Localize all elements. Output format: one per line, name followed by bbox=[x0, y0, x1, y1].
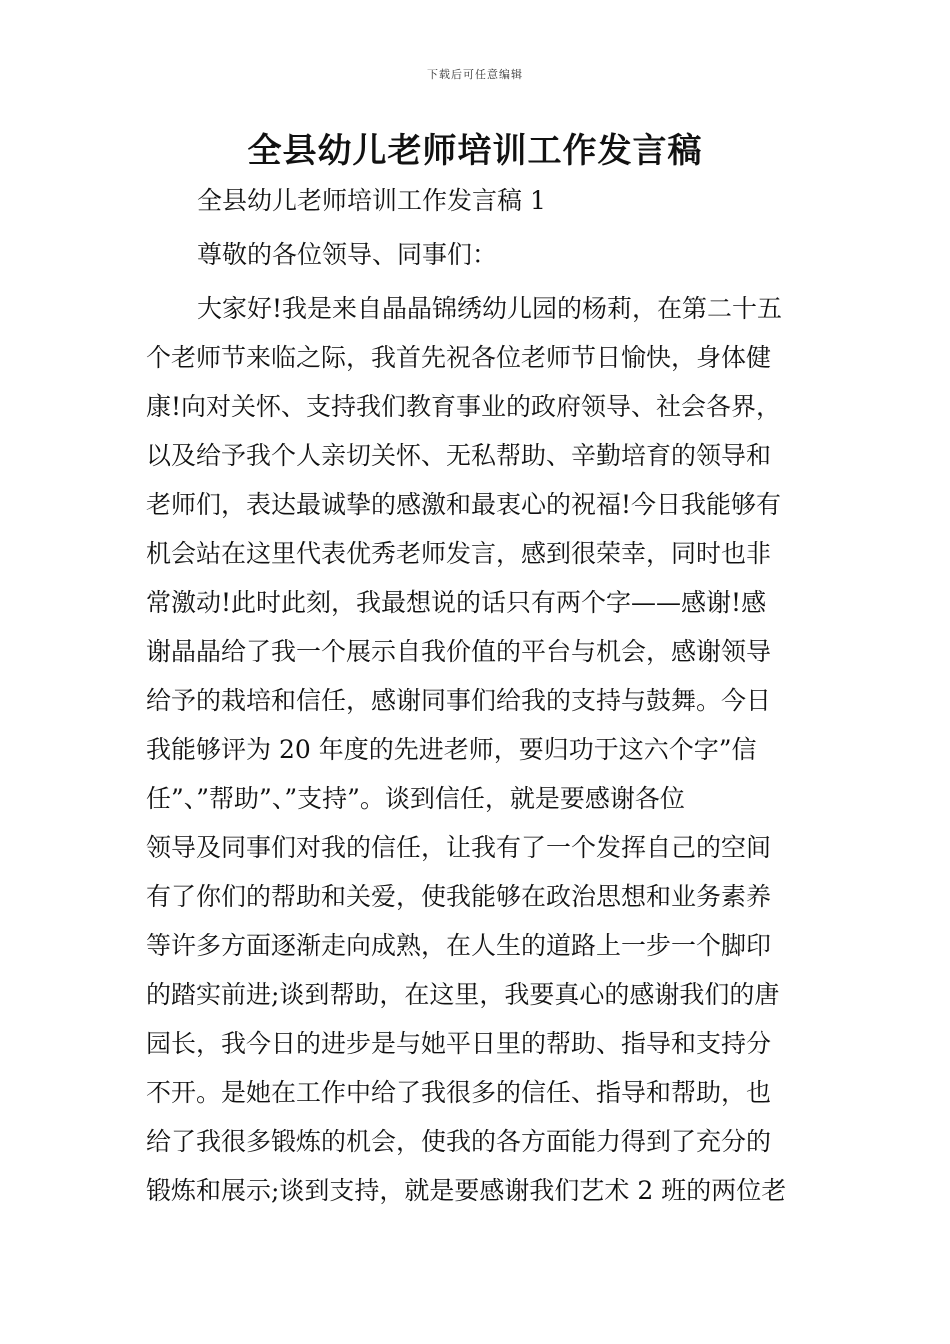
body-line: 谢晶晶给了我一个展示自我价值的平台与机会，感谢领导 bbox=[146, 637, 772, 666]
document-body bbox=[146, 176, 806, 1215]
body-line: 我能够评为 20 年度的先进老师，要归功于这六个字”信 bbox=[146, 735, 757, 764]
body-line: 个老师节来临之际，我首先祝各位老师节日愉快，身体健 bbox=[146, 343, 772, 372]
document-title: 全县幼儿老师培训工作发言稿 bbox=[247, 131, 703, 171]
body-line: 的踏实前进;谈到帮助，在这里，我要真心的感谢我们的唐 bbox=[146, 980, 780, 1009]
body-line: 任”、”帮助”、”支持”。谈到信任，就是要感谢各位 bbox=[146, 784, 685, 813]
body-line: 机会站在这里代表优秀老师发言，感到很荣幸，同时也非 bbox=[146, 539, 772, 568]
salutation: 尊敬的各位领导、同事们： bbox=[197, 240, 498, 269]
body-line: 康!向对关怀、支持我们教育事业的政府领导、社会各界， bbox=[146, 392, 782, 421]
body-line: 以及给予我个人亲切关怀、无私帮助、辛勤培育的领导和 bbox=[146, 441, 772, 470]
body-line: 常激动!此时此刻，我最想说的话只有两个字——感谢!感 bbox=[146, 588, 767, 617]
body-line: 有了你们的帮助和关爱，使我能够在政治思想和业务素养 bbox=[146, 882, 772, 911]
header-note: 下载后可任意编辑 bbox=[427, 68, 523, 81]
body-line: 园长，我今日的进步是与她平日里的帮助、指导和支持分 bbox=[146, 1029, 772, 1058]
body-line: 等许多方面逐渐走向成熟，在人生的道路上一步一个脚印 bbox=[146, 931, 772, 960]
body-paragraph bbox=[146, 284, 806, 1215]
body-line: 锻炼和展示;谈到支持，就是要感谢我们艺术 2 班的两位老 bbox=[146, 1176, 787, 1205]
body-line: 不开。是她在工作中给了我很多的信任、指导和帮助，也 bbox=[146, 1078, 772, 1107]
body-line: 大家好!我是来自晶晶锦绣幼儿园的杨莉，在第二十五 bbox=[197, 294, 783, 323]
body-line: 老师们，表达最诚挚的感激和最衷心的祝福!今日我能够有 bbox=[146, 490, 782, 519]
body-line: 给了我很多锻炼的机会，使我的各方面能力得到了充分的 bbox=[146, 1127, 772, 1156]
document-subtitle: 全县幼儿老师培训工作发言稿 1 bbox=[197, 186, 546, 215]
body-line: 给予的栽培和信任，感谢同事们给我的支持与鼓舞。今日 bbox=[146, 686, 772, 715]
body-line: 领导及同事们对我的信任，让我有了一个发挥自己的空间 bbox=[146, 833, 772, 862]
